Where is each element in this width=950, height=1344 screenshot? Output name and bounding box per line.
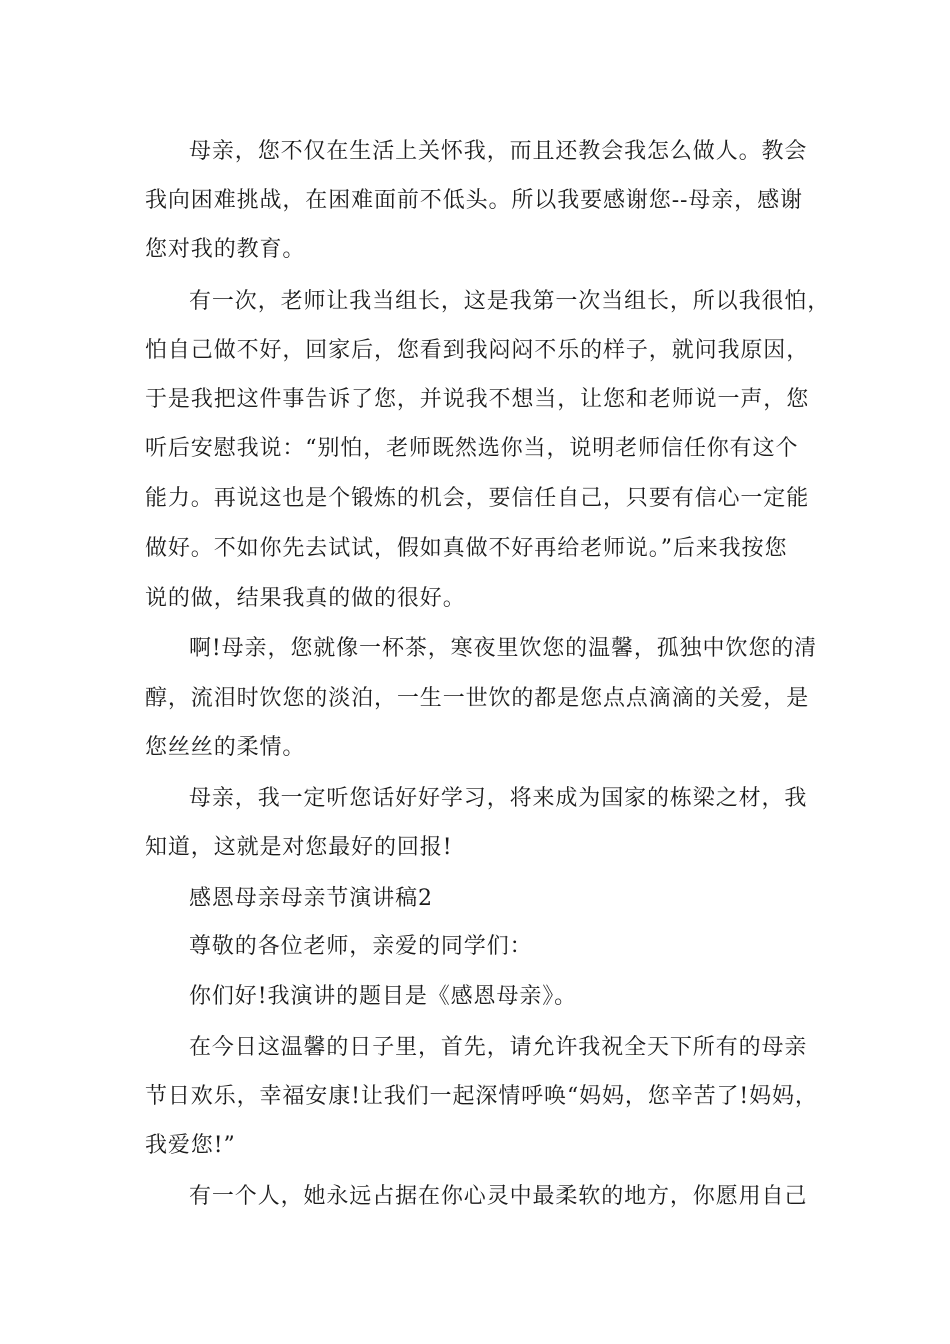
paragraph-2-line-6: 做好。不如你先去试试，假如真做不好再给老师说。”后来我按您 xyxy=(145,536,788,561)
paragraph-8-line-3: 我爱您!” xyxy=(145,1133,236,1158)
paragraph-2-line-3: 于是我把这件事告诉了您，并说我不想当，让您和老师说一声，您 xyxy=(145,387,810,412)
paragraph-1-line-1: 母亲，您不仅在生活上关怀我，而且还教会我怎么做人。教会 xyxy=(189,139,808,164)
paragraph-8-line-1: 在今日这温馨的日子里，首先，请允许我祝全天下所有的母亲 xyxy=(189,1035,808,1060)
salutation: 尊敬的各位老师，亲爱的同学们： xyxy=(189,934,533,959)
greeting-line: 你们好!我演讲的题目是《感恩母亲》。 xyxy=(189,984,578,1009)
paragraph-2-line-7: 说的做，结果我真的做的很好。 xyxy=(145,586,466,611)
paragraph-4-line-1: 母亲，我一定听您话好好学习，将来成为国家的栋梁之材，我 xyxy=(189,786,808,811)
paragraph-2-line-5: 能力。再说这也是个锻炼的机会，要信任自己，只要有信心一定能 xyxy=(145,486,810,511)
paragraph-2-line-1: 有一次，老师让我当组长，这是我第一次当组长，所以我很怕， xyxy=(189,289,831,314)
paragraph-8-line-2: 节日欢乐，幸福安康!让我们一起深情呼唤“妈妈，您辛苦了!妈妈， xyxy=(145,1084,818,1109)
paragraph-1-line-3: 您对我的教育。 xyxy=(145,237,306,262)
paragraph-1-line-2: 我向困难挑战，在困难面前不低头。所以我要感谢您--母亲，感谢 xyxy=(145,188,803,213)
paragraph-3-line-1: 啊!母亲，您就像一杯茶，寒夜里饮您的温馨，孤独中饮您的清 xyxy=(189,636,818,661)
paragraph-2-line-4: 听后安慰我说：“别怕，老师既然选你当，说明老师信任你有这个 xyxy=(145,436,799,461)
paragraph-9-line-1: 有一个人，她永远占据在你心灵中最柔软的地方，你愿用自己 xyxy=(189,1184,808,1209)
paragraph-2-line-2: 怕自己做不好，回家后，您看到我闷闷不乐的样子，就问我原因， xyxy=(145,338,810,363)
paragraph-3-line-2: 醇，流泪时饮您的淡泊，一生一世饮的都是您点点滴滴的关爱，是 xyxy=(145,686,810,711)
paragraph-3-line-3: 您丝丝的柔情。 xyxy=(145,735,306,760)
paragraph-4-line-2: 知道，这就是对您最好的回报! xyxy=(145,835,453,860)
section-heading: 感恩母亲母亲节演讲稿2 xyxy=(189,886,433,911)
